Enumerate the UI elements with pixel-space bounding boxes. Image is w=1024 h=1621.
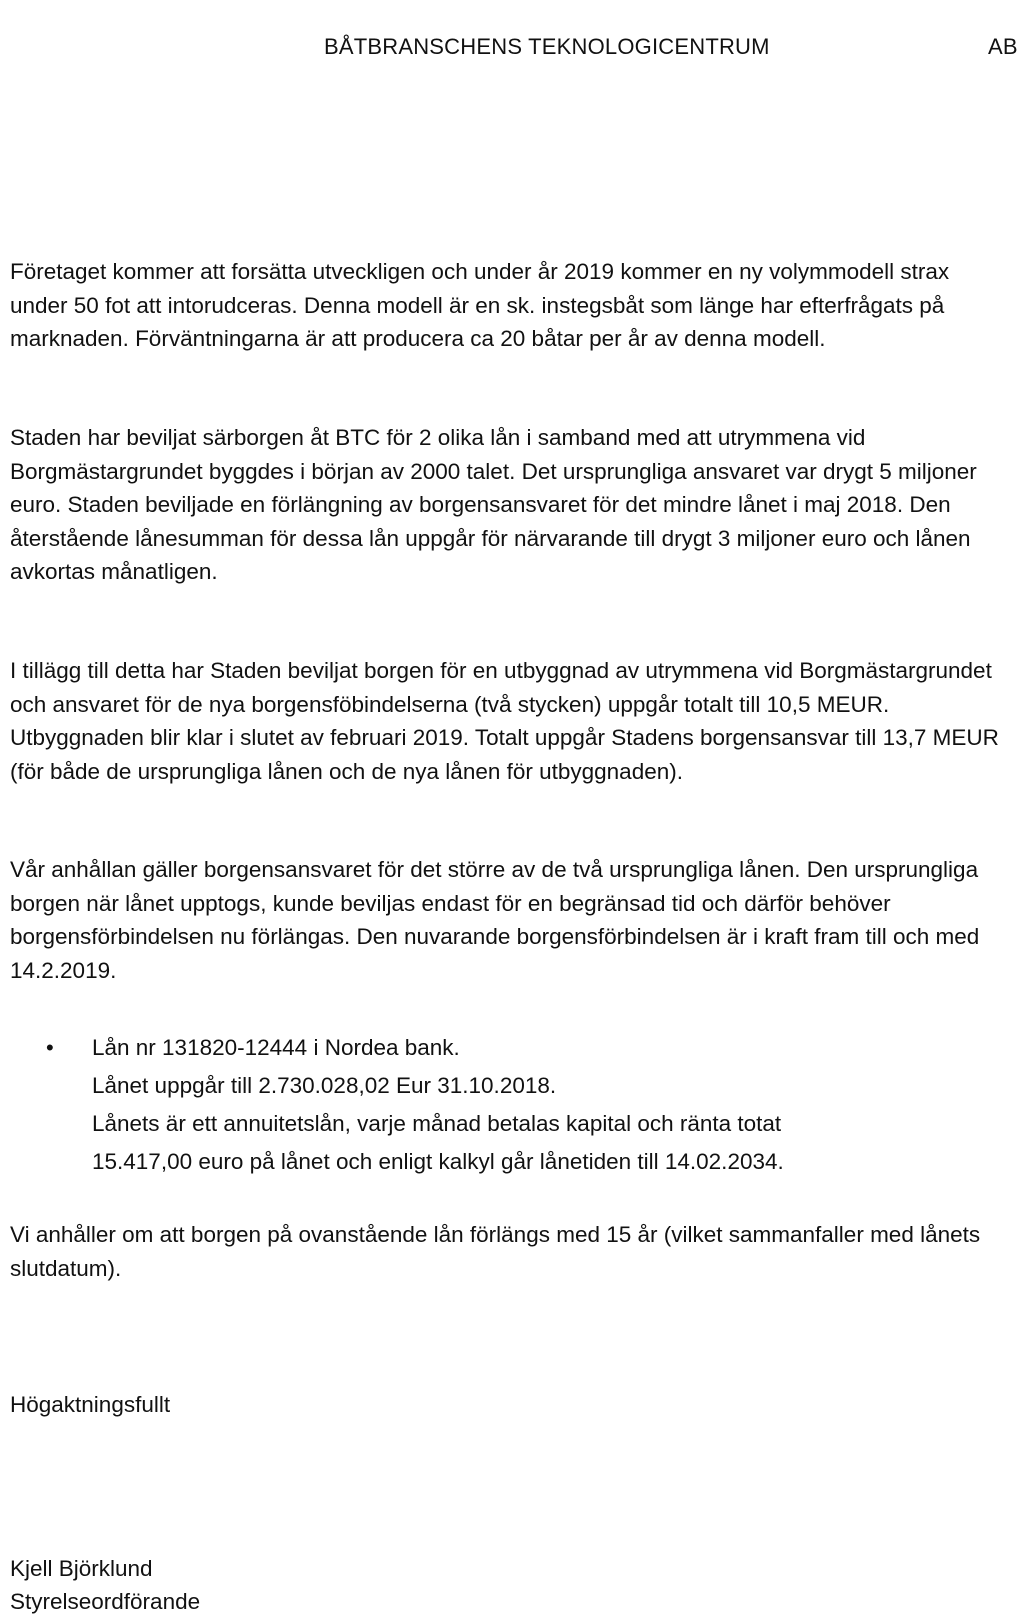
signatory-title: Styrelseordförande	[10, 1589, 201, 1614]
paragraph-new-model: Företaget kommer att forsätta utveckligen och under år 2019 kommer en ny volymmodell strax under 50 fot att intorudceras. Denna modell är en sk. instegsbåt som länge har efterfrågats på marknaden. Förväntningarna är att producera ca 20 båtar per år av denna modell.	[10, 259, 950, 351]
bullet-icon: •	[46, 1035, 54, 1060]
paragraph-extension-request: Vi anhåller om att borgen på ovanstående lån förlängs med 15 år (vilket sammanfaller med lånets slutdatum).	[10, 1222, 981, 1281]
company-suffix: AB	[988, 34, 1018, 59]
loan-number-line: Lån nr 131820-12444 i Nordea bank.	[92, 1035, 460, 1060]
paragraph-city-guarantee: Staden har beviljat särborgen åt BTC för 2 olika lån i samband med att utrymmena vid Borgmästargrundet byggdes i början av 2000 talet. Det ursprungliga ansvaret var drygt 5 miljoner euro. Staden beviljade en förlängning av borgensansvaret för det mindre lånet i maj 2018. Den återstående lånesumman för dessa lån uppgår för närvarande till drygt 3 miljoner euro och lånen avkortas månatligen.	[10, 425, 977, 584]
signatory-name: Kjell Björklund	[10, 1556, 153, 1581]
company-name: BÅTBRANSCHENS TEKNOLOGICENTRUM	[324, 34, 770, 59]
loan-type-line: Lånets är ett annuitetslån, varje månad betalas kapital och ränta totat	[92, 1111, 782, 1136]
letterhead	[0, 34, 1024, 66]
loan-payment-line: 15.417,00 euro på lånet och enligt kalkyl går lånetiden till 14.02.2034.	[92, 1149, 784, 1174]
loan-details	[92, 1029, 1022, 1181]
salutation: Högaktningsfullt	[10, 1392, 171, 1417]
loan-amount-line: Lånet uppgår till 2.730.028,02 Eur 31.10.2018.	[92, 1073, 557, 1098]
paragraph-expansion-guarantee: I tillägg till detta har Staden beviljat borgen för en utbyggnad av utrymmena vid Borgmästargrundet och ansvaret för de nya borgensföbindelserna (två stycken) uppgår totalt till 10,5 MEUR. Utbyggnaden blir klar i slutet av februari 2019. Totalt uppgår Stadens borgensansvar till 13,7 MEUR (för både de ursprungliga lånen och de nya lånen för utbyggnaden).	[10, 658, 999, 784]
paragraph-request-scope: Vår anhållan gäller borgensansvaret för det större av de två ursprungliga lånen. Den ursprungliga borgen när lånet upptogs, kunde beviljas endast för en begränsad tid och därför behöver borgensförbindelsen nu förlängas. Den nuvarande borgensförbindelsen är i kraft fram till och med 14.2.2019.	[10, 857, 980, 983]
